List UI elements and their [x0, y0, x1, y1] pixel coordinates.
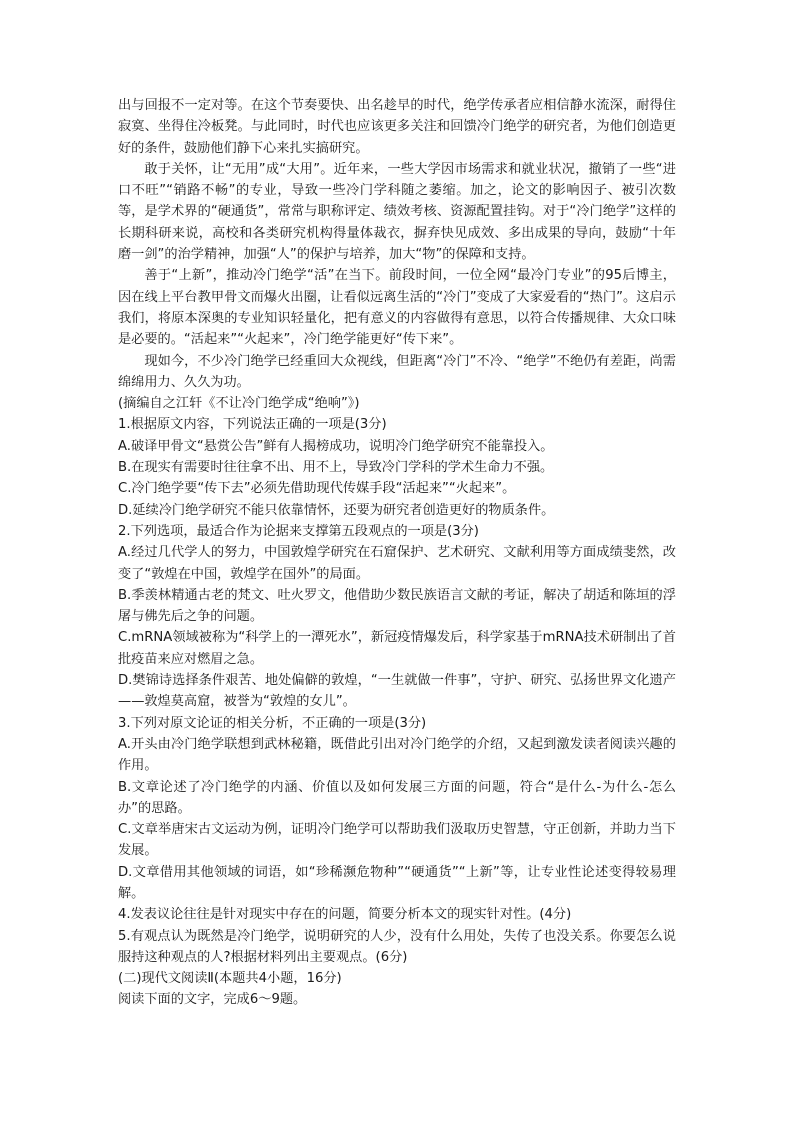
article-paragraph-3: 善于“上新”，推动冷门绝学“活”在当下。前段时间，一位全网“最冷门专业”的95后博主，因在线上平台教甲骨文而爆火出圈，让看似远离生活的“冷门”变成了大家爱看的“热门”。这启示我们，将原本深奥的专业知识轻量化，把有意义的内容做得有意思，以符合传播规律、大众口味是必要的。“活起来”“火起来”，冷门绝学能更好“传下来”。	[118, 268, 676, 348]
article-paragraph-2: 敢于关怀，让“无用”成“大用”。近年来，一些大学因市场需求和就业状况，撤销了一些“进口不旺”“销路不畅”的专业，导致一些冷门学科随之萎缩。加之，论文的影响因子、被引次数等，是学术界的“硬通货”，常常与职称评定、绩效考核、资源配置挂钩。对于“冷门绝学”这样的长期科研来说，高校和各类研究机构得量体裁衣，摒弃快见成效、多出成果的导向，鼓励“十年磨一剑”的治学精神，加强“人”的保护与培养，加大“物”的保障和支持。	[118, 161, 676, 263]
question-3-option-d: D.文章借用其他领域的词语，如“珍稀濒危物种”“硬通货”“上新”等，让专业性论述变得较易理解。	[118, 864, 676, 901]
question-5-stem: 5.有观点认为既然是冷门绝学，说明研究的人少，没有什么用处，失传了也没关系。你要怎么说服持这种观点的人?根据材料列出主要观点。(6分)	[118, 928, 676, 965]
question-2-stem: 2.下列选项，最适合作为论据来支撑第五段观点的一项是(3分)	[118, 523, 479, 539]
question-1-option-d: D.延续冷门绝学研究不能只依靠情怀，还要为研究者创造更好的物质条件。	[118, 502, 555, 518]
question-1-option-a: A.破译甲骨文“悬赏公告”鲜有人揭榜成功，说明冷门绝学研究不能靠投入。	[118, 438, 554, 454]
section-2-heading: (二)现代文阅读Ⅱ(本题共4小题，16分)	[118, 971, 342, 987]
question-3-option-b: B.文章论述了冷门绝学的内涵、价值以及如何发展三方面的问题，符合“是什么-为什么-怎么办”的思路。	[118, 779, 676, 816]
question-2-option-d: D.樊锦诗选择条件艰苦、地处偏僻的敦煌，“一生就做一件事”，守护、研究、弘扬世界文化遗产——敦煌莫高窟，被誉为“敦煌的女儿”。	[118, 673, 676, 710]
question-3-option-a: A.开头由冷门绝学联想到武林秘籍，既借此引出对冷门绝学的介绍，又起到激发读者阅读兴趣的作用。	[118, 736, 676, 774]
article-paragraph-1: 出与回报不一定对等。在这个节奏要快、出名趁早的时代，绝学传承者应相信静水流深，耐得住寂寞、坐得住冷板凳。与此同时，时代也应该更多关注和回馈冷门绝学的研究者，为他们创造更好的条件，鼓励他们静下心来扎实搞研究。	[118, 98, 676, 156]
question-1-option-c: C.冷门绝学要“传下去”必须先借助现代传媒手段“活起来”“火起来”。	[118, 481, 516, 497]
question-1-stem: 1.根据原文内容，下列说法正确的一项是(3分)	[118, 417, 387, 433]
question-2-option-a: A.经过几代学人的努力，中国敦煌学研究在石窟保护、艺术研究、文献利用等方面成绩斐然，改变了“敦煌在中国，敦煌学在国外”的局面。	[118, 545, 676, 582]
exam-page	[118, 95, 676, 1011]
section-2-instruction: 阅读下面的文字，完成6～9题。	[118, 992, 307, 1008]
article-source: (摘编自之江轩《不让冷门绝学成“绝响”》)	[118, 396, 360, 412]
question-3-option-c: C.文章举唐宋古文运动为例，证明冷门绝学可以帮助我们汲取历史智慧，守正创新，并助力当下发展。	[118, 822, 676, 859]
question-2-option-c: C.mRNA领域被称为“科学上的一潭死水”，新冠疫情爆发后，科学家基于mRNA技术研制出了首批疫苗来应对燃眉之急。	[118, 630, 676, 667]
question-2-option-b: B.季羡林精通古老的梵文、吐火罗文，他借助少数民族语言文献的考证，解决了胡适和陈垣的浮屠与佛先后之争的问题。	[118, 587, 676, 625]
article-paragraph-4: 现如今，不少冷门绝学已经重回大众视线，但距离“冷门”不冷、“绝学”不绝仍有差距，尚需绵绵用力、久久为功。	[118, 353, 676, 390]
question-1-option-b: B.在现实有需要时往往拿不出、用不上，导致冷门学科的学术生命力不强。	[118, 460, 554, 476]
question-3-stem: 3.下列对原文论证的相关分析，不正确的一项是(3分)	[118, 715, 427, 731]
question-4-stem: 4.发表议论往往是针对现实中存在的问题，简要分析本文的现实针对性。(4分)	[118, 907, 572, 923]
